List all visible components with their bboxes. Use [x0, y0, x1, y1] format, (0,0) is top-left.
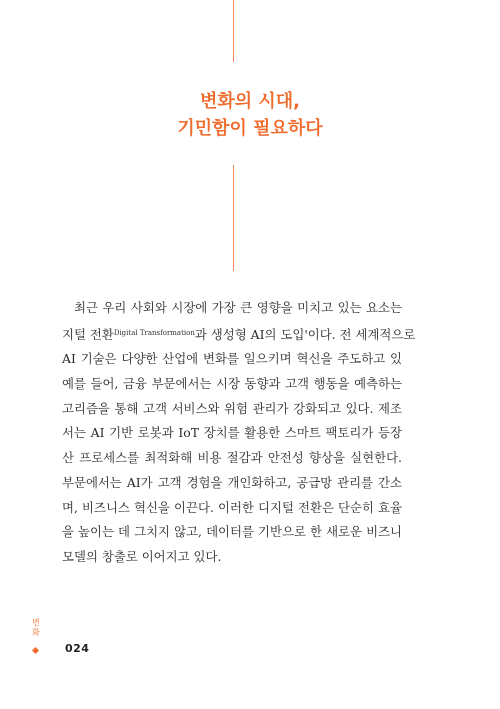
diamond-icon	[32, 647, 39, 654]
top-divider-line	[233, 0, 234, 62]
body-line-11: 모델의 창출로 이어지고 있다.	[62, 548, 222, 564]
body-paragraph	[62, 296, 416, 570]
body-line-1: 최근 우리 사회와 시장에 가장 큰 영향을 미치고 있는 요소는	[74, 300, 402, 315]
page-number: 024	[65, 642, 90, 655]
body-line-2	[62, 321, 416, 348]
chapter-title	[0, 88, 500, 142]
body-line-4: 예를 들어, 금융 부문에서는 시장 동향과 고객 행동을 예측하는	[62, 376, 402, 392]
body-line-3: AI 기술은 다양한 산업에 변화를 일으키며 혁신을 주도하고 있	[62, 351, 402, 367]
section-side-label	[30, 618, 42, 638]
chapter-title-line-1: 변화의 시대,	[199, 91, 301, 112]
body-line-2-start: 지털 전환	[62, 326, 114, 342]
body-line-10: 을 높이는 데 그치지 않고, 데이터를 기반으로 한 새로운 비즈니	[62, 524, 402, 540]
body-line-2-end: 과 생성형 AI의 도입'이다. 전 세계적으로	[194, 326, 416, 342]
side-label-char-1: 변	[32, 618, 40, 627]
body-line-6: 서는 AI 기반 로봇과 IoT 장치를 활용한 스마트 팩토리가 등장	[62, 425, 402, 441]
body-line-8: 부문에서는 AI가 고객 경험을 개인화하고, 공급망 관리를 간소	[62, 474, 402, 490]
body-line-7: 산 프로세스를 최적화해 비용 절감과 안전성 향상을 실현한다.	[62, 450, 402, 466]
body-line-9: 며, 비즈니스 혁신을 이끈다. 이러한 디지털 전환은 단순히 효율	[62, 499, 402, 515]
side-label-char-2: 화	[32, 628, 40, 637]
body-line-5: 고리즘을 통해 고객 서비스와 위험 관리가 강화되고 있다. 제조	[62, 400, 402, 416]
footnote-term: Digital Transformation	[113, 328, 195, 337]
bottom-divider-line	[233, 165, 234, 271]
chapter-title-line-2: 기민함이 필요하다	[177, 118, 323, 139]
